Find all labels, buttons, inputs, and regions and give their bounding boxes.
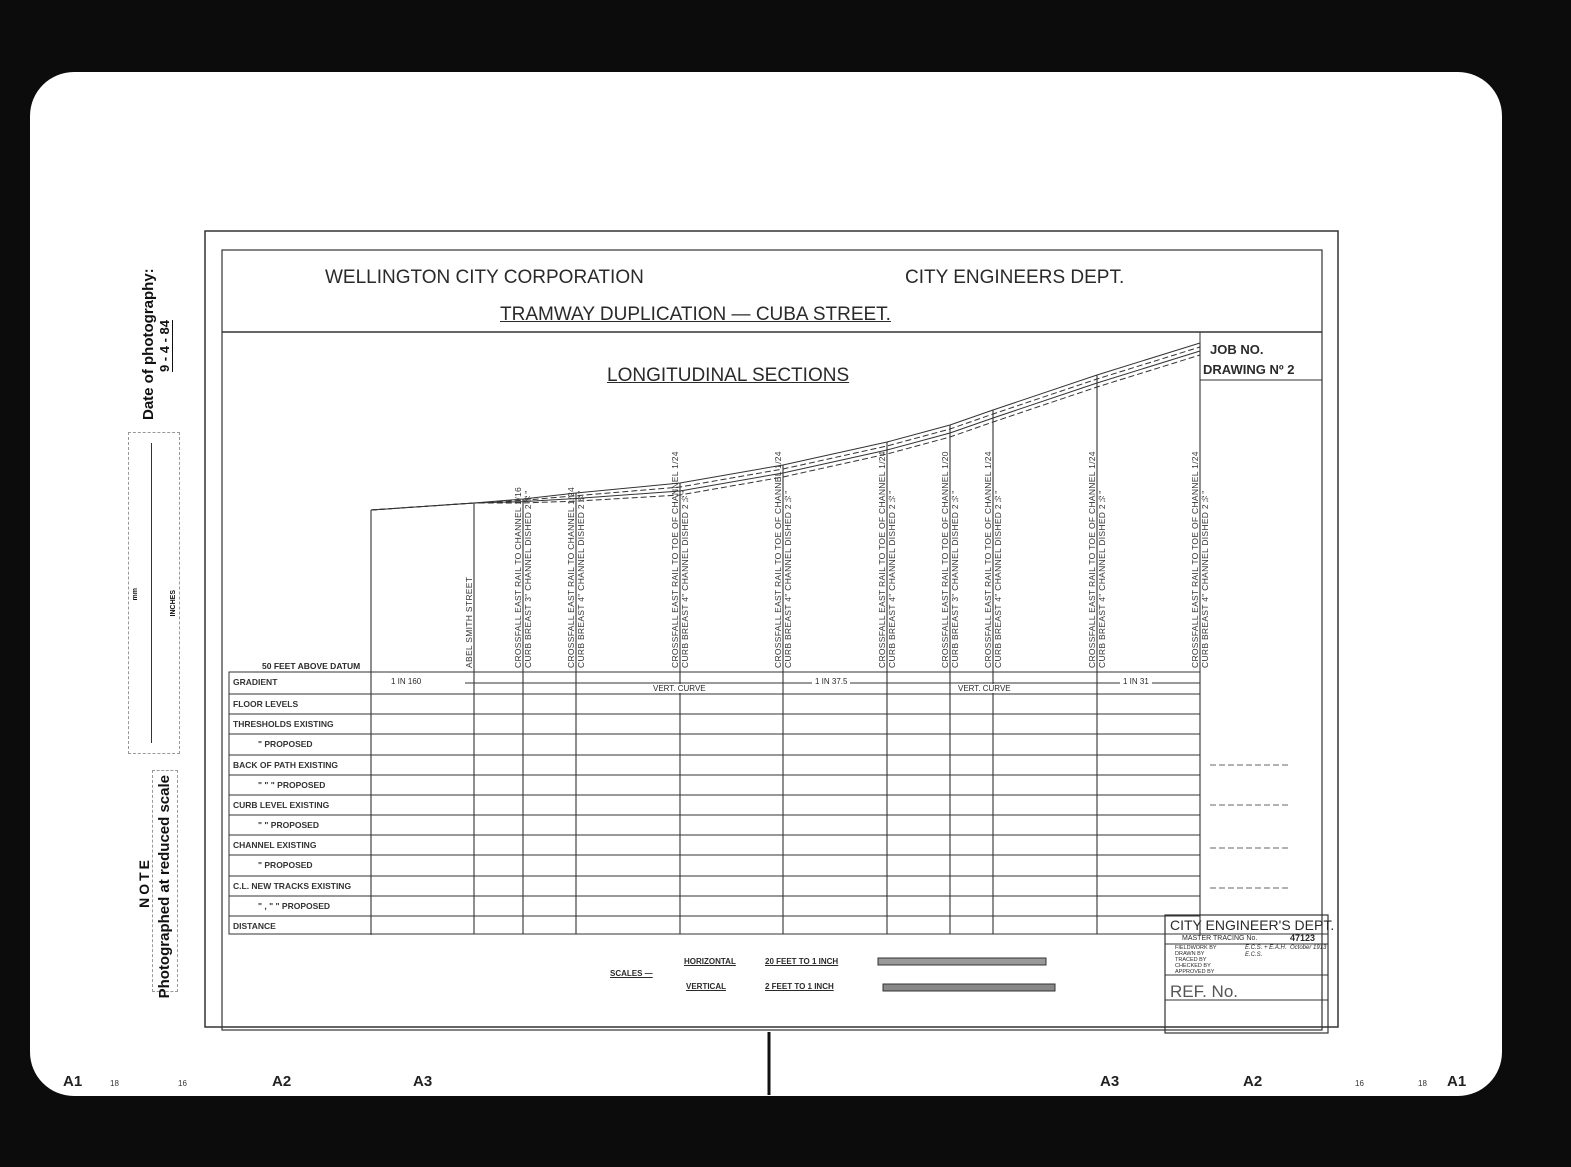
- ref-no: REF. No.: [1170, 982, 1239, 1001]
- row-label: " PROPOSED: [258, 860, 313, 870]
- margin-mark: A1: [1447, 1073, 1467, 1090]
- vertical-label: VERTICAL: [686, 982, 726, 991]
- row-label: CHANNEL EXISTING: [233, 840, 317, 850]
- datum-label: 50 FEET ABOVE DATUM: [262, 661, 361, 671]
- row-label: THRESHOLDS EXISTING: [233, 719, 334, 729]
- section-label: CROSSFALL EAST RAIL TO TOE OF CHANNEL 1/24: [1190, 451, 1200, 668]
- margin-mark: A3: [413, 1073, 433, 1090]
- note-label: NOTE: [136, 857, 152, 908]
- row-label: BACK OF PATH EXISTING: [233, 760, 338, 770]
- title-block-row: APPROVED BY: [1175, 969, 1215, 975]
- horizontal-label: HORIZONTAL: [684, 957, 736, 966]
- vertical-scale: 2 FEET TO 1 INCH: [765, 982, 834, 991]
- section-label: CROSSFALL EAST RAIL TO CHANNEL 1/16: [513, 486, 523, 668]
- date-of-photography: 9 - 4 - 84: [157, 320, 172, 373]
- margin-mark: A2: [272, 1073, 292, 1090]
- section-label: ABEL SMITH STREET: [464, 576, 474, 668]
- row-label: " , " " PROPOSED: [258, 901, 331, 911]
- row-label: " " " PROPOSED: [258, 780, 326, 790]
- section-label: CURB BREAST 4" CHANNEL DISHED 2½": [680, 490, 690, 668]
- sheet-title: LONGITUDINAL SECTIONS: [607, 365, 850, 386]
- margin-mark: A1: [63, 1073, 83, 1090]
- section-label: CROSSFALL EAST RAIL TO TOE OF CHANNEL 1/24: [670, 451, 680, 668]
- fieldwork-by: E.C.S. + E.A.H.: [1245, 945, 1287, 951]
- margin-mark: A3: [1100, 1073, 1120, 1090]
- margin-mark: 16: [1355, 1079, 1364, 1088]
- title-block-row: FIELDWORK BY: [1175, 945, 1217, 951]
- master-tracing-label: MASTER TRACING No.: [1182, 935, 1258, 942]
- section-label: CROSSFALL EAST RAIL TO TOE OF CHANNEL 1/24: [1087, 451, 1097, 668]
- margin-mark: 18: [1418, 1079, 1427, 1088]
- gradient-label: VERT. CURVE: [955, 684, 1014, 693]
- master-tracing-no: 47123: [1290, 933, 1316, 943]
- section-label: CROSSFALL EAST RAIL TO TOE OF CHANNEL 1/24: [877, 451, 887, 668]
- section-label: CROSSFALL EAST RAIL TO TOE OF CHANNEL 1/20: [940, 451, 950, 668]
- gradient-label: 1 IN 160: [388, 677, 424, 686]
- gradient-label: 1 IN 31: [1120, 677, 1152, 686]
- ruler-mm-label: mm: [132, 588, 139, 601]
- section-label: CROSSFALL EAST RAIL TO TOE OF CHANNEL 1/24: [983, 451, 993, 668]
- note-text: Photographed at reduced scale: [156, 775, 173, 999]
- margin-mark: 18: [110, 1079, 119, 1088]
- section-label: CROSSFALL EAST RAIL TO CHANNEL 1/24: [566, 486, 576, 668]
- org-title: WELLINGTON CITY CORPORATION: [325, 267, 644, 288]
- gradient-label: 1 IN 37.5: [812, 677, 850, 686]
- row-label: C.L. NEW TRACKS EXISTING: [233, 881, 352, 891]
- drawing-no: DRAWING Nº 2: [1203, 362, 1295, 377]
- title-block-row: CHECKED BY: [1175, 963, 1211, 969]
- row-label: FLOOR LEVELS: [233, 699, 299, 709]
- drawn-by: E.C.S.: [1245, 952, 1263, 958]
- section-label: CURB BREAST 4" CHANNEL DISHED 2½": [887, 490, 897, 668]
- margin-mark: A2: [1243, 1073, 1263, 1090]
- section-label: CURB BREAST 4" CHANNEL DISHED 2½": [1097, 490, 1107, 668]
- margin-mark: 16: [178, 1079, 187, 1088]
- job-no: JOB NO.: [1210, 342, 1264, 357]
- row-label: " PROPOSED: [258, 739, 313, 749]
- title-block-row: TRACED BY: [1175, 957, 1207, 963]
- date-label: Date of photography:: [140, 268, 157, 420]
- ruler-inches-label: INCHES: [170, 590, 177, 617]
- section-label: CURB BREAST 4" CHANNEL DISHED 2½": [576, 490, 586, 668]
- section-label: CURB BREAST 4" CHANNEL DISHED 2½": [993, 490, 1003, 668]
- row-label: CURB LEVEL EXISTING: [233, 800, 330, 810]
- row-label: " " PROPOSED: [258, 820, 319, 830]
- section-label: CURB BREAST 3" CHANNEL DISHED 2½": [950, 490, 960, 668]
- row-label: DISTANCE: [233, 921, 276, 931]
- section-label: CURB BREAST 3" CHANNEL DISHED 2½": [523, 490, 533, 668]
- title-block-dept: CITY ENGINEER'S DEPT.: [1170, 917, 1335, 933]
- horizontal-scale: 20 FEET TO 1 INCH: [765, 957, 839, 966]
- dept-title: CITY ENGINEERS DEPT.: [905, 267, 1125, 288]
- section-label: CURB BREAST 4" CHANNEL DISHED 2½": [1200, 490, 1210, 668]
- gradient-label: VERT. CURVE: [650, 684, 709, 693]
- section-label: CURB BREAST 4" CHANNEL DISHED 2½": [783, 490, 793, 668]
- section-label: CROSSFALL EAST RAIL TO TOE OF CHANNEL 1/24: [773, 451, 783, 668]
- project-title: TRAMWAY DUPLICATION — CUBA STREET.: [500, 304, 891, 325]
- title-block-row: DRAWN BY: [1175, 951, 1205, 957]
- scales-label: SCALES —: [610, 969, 653, 978]
- row-label: GRADIENT: [233, 677, 278, 687]
- fieldwork-date: October 1913: [1290, 945, 1327, 951]
